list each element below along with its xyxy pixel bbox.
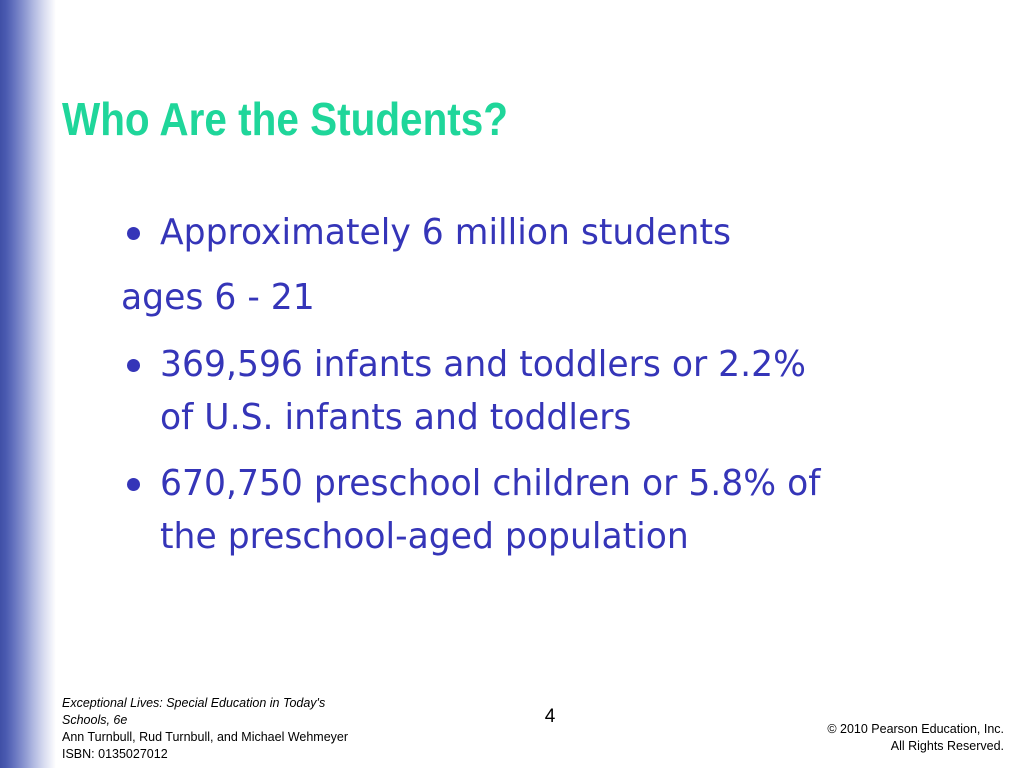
bullet-2-line-1: 369,596 infants and toddlers or 2.2% — [160, 344, 806, 385]
footer-book-title-line-1: Exceptional Lives: Special Education in Today's — [62, 696, 326, 710]
bullet-2-line-2: of U.S. infants and toddlers — [160, 397, 632, 438]
slide-title: Who Are the Students? — [62, 93, 509, 145]
page-number: 4 — [544, 706, 556, 727]
bullet-3-line-2: the preschool-aged population — [160, 516, 689, 557]
bullet-1-line-1: Approximately 6 million students — [160, 212, 732, 253]
copyright-line-2: All Rights Reserved. — [890, 739, 1004, 753]
footer-book-title-line-2: Schools, 6e — [62, 713, 128, 727]
bullet-2-marker — [127, 359, 140, 372]
copyright-line-1: © 2010 Pearson Education, Inc. — [827, 722, 1004, 736]
side-gradient-bar — [0, 0, 56, 768]
bullet-3-marker — [127, 478, 140, 491]
footer-authors: Ann Turnbull, Rud Turnbull, and Michael Wehmeyer — [62, 730, 349, 744]
bullet-3-line-1: 670,750 preschool children or 5.8% of — [160, 463, 821, 504]
bullet-1-marker — [127, 227, 140, 240]
footer-isbn: ISBN: 0135027012 — [62, 747, 168, 761]
bullet-1-line-2: ages 6 - 21 — [121, 277, 315, 318]
